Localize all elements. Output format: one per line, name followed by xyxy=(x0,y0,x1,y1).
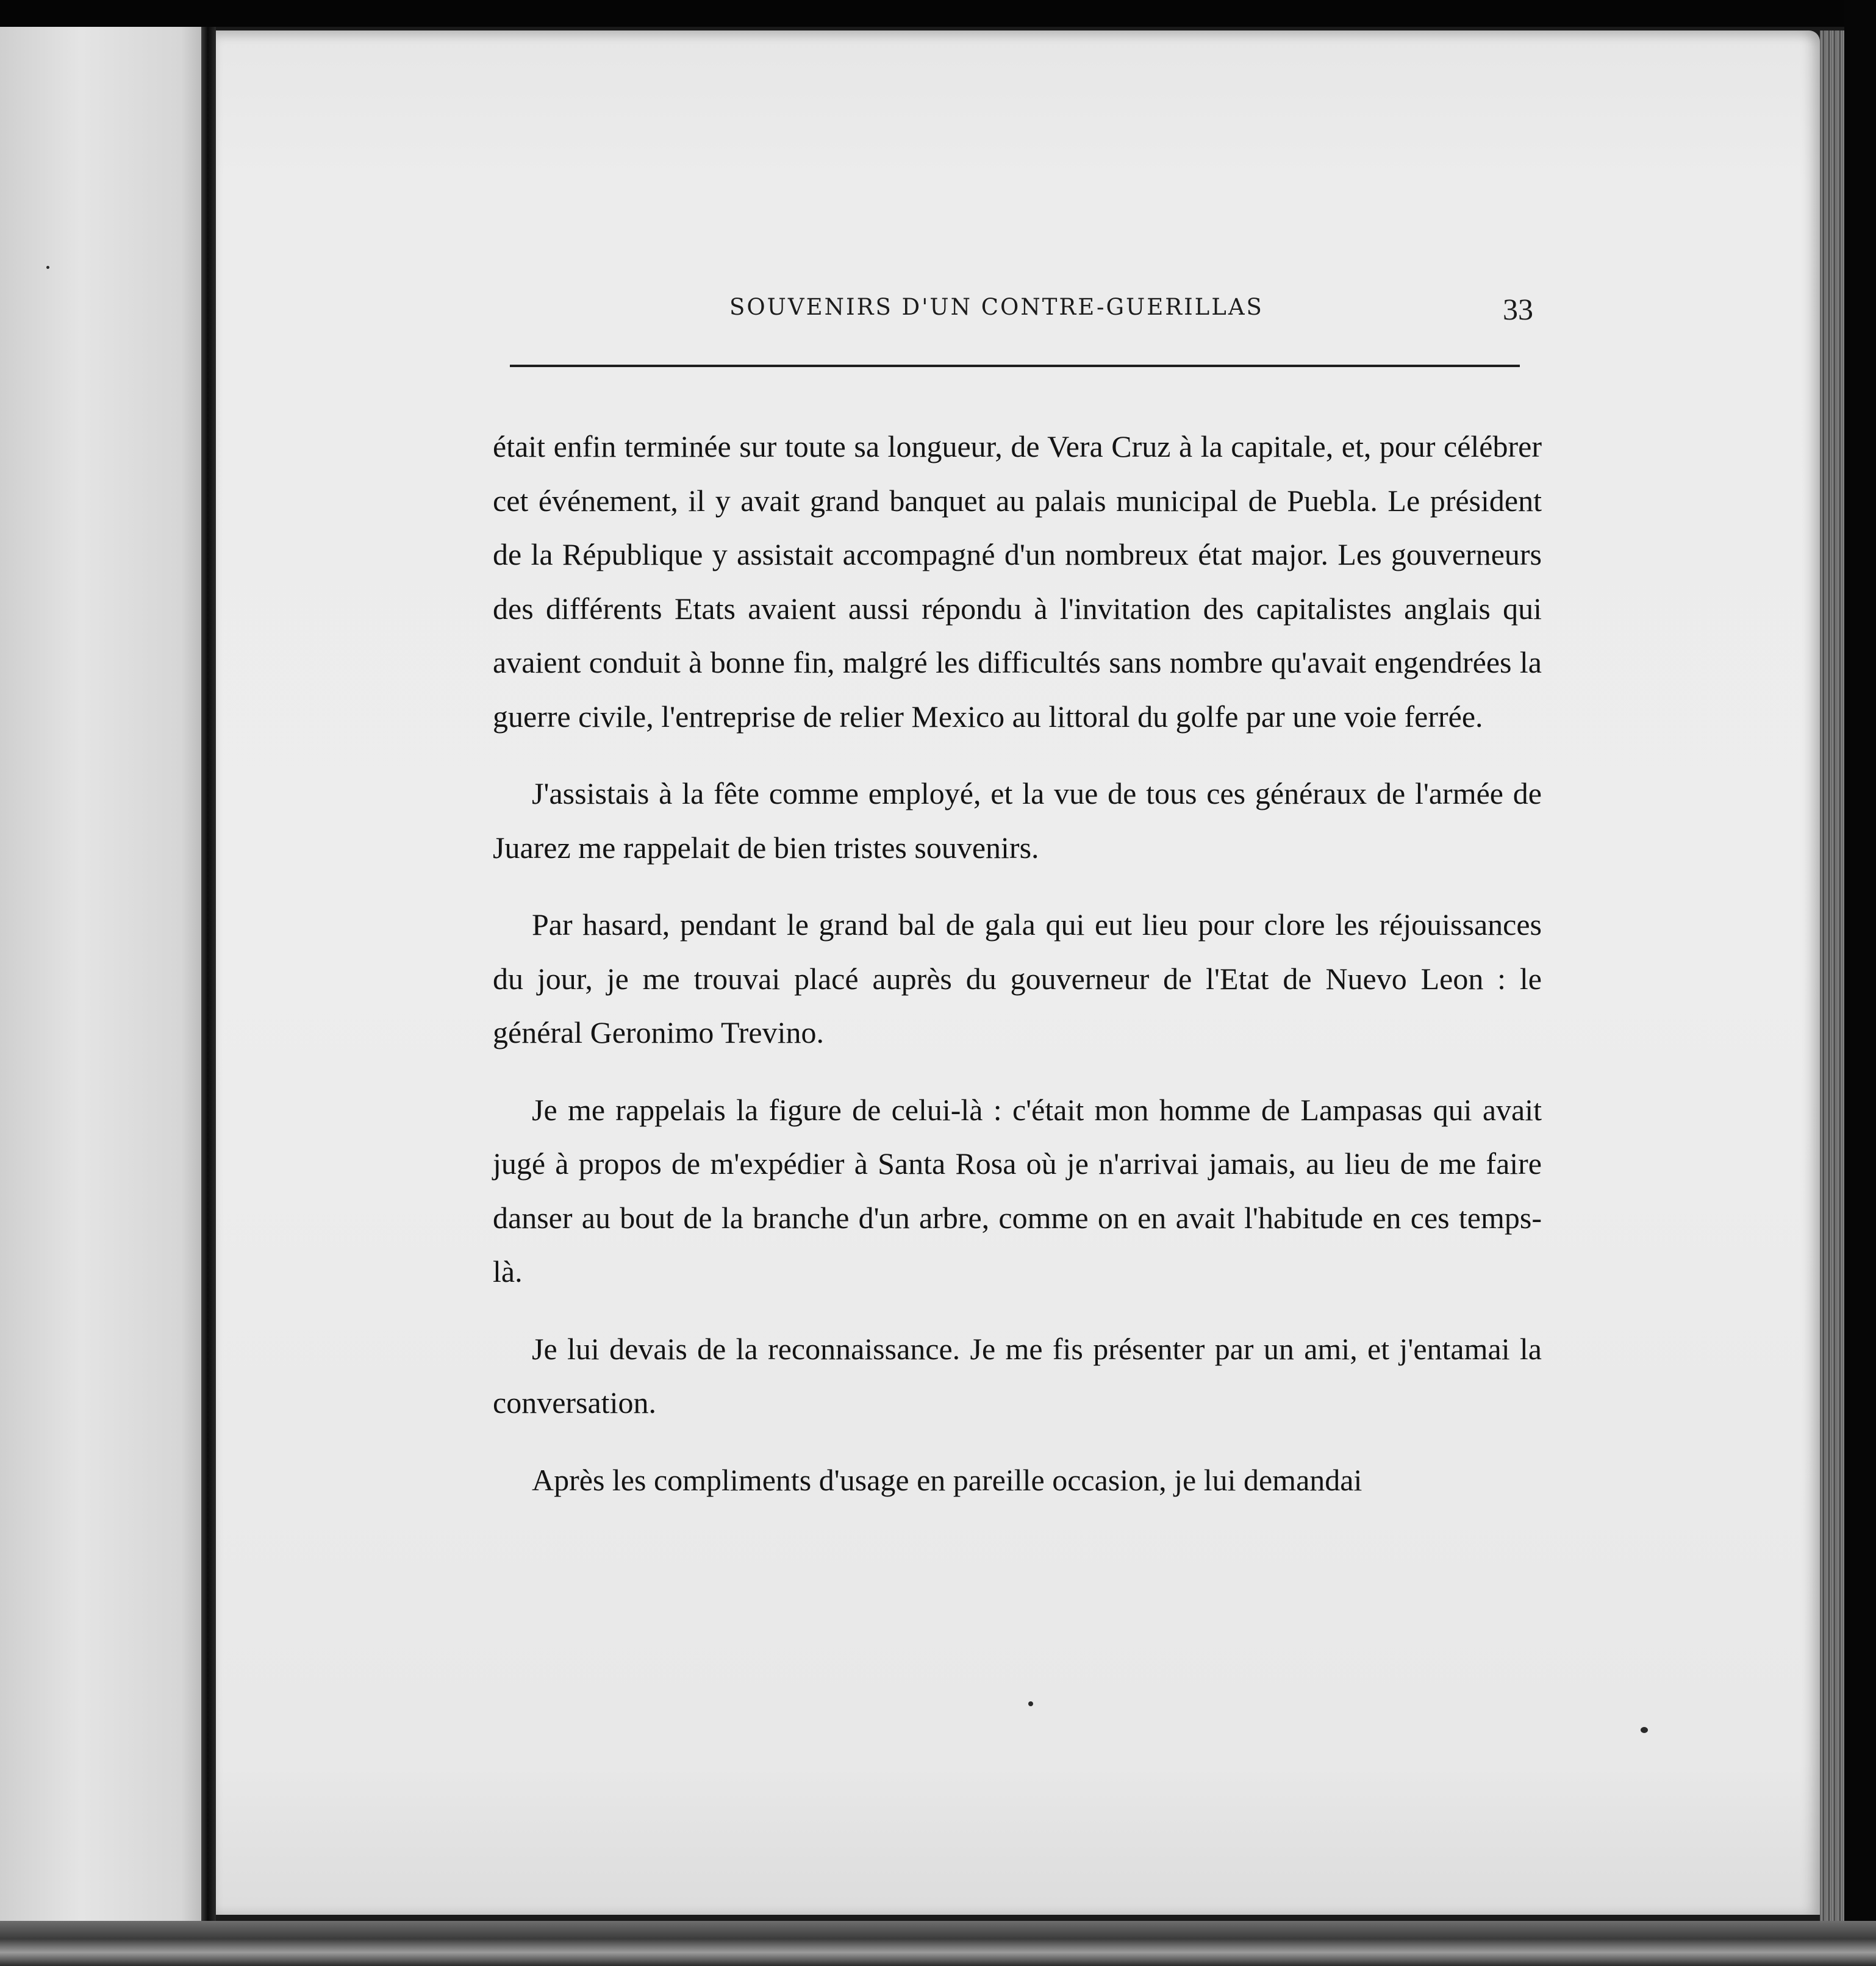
paper-speck xyxy=(1641,1727,1648,1733)
paragraph: Je me rappelais la figure de celui-là : c'était mon homme de Lampasas qui avait jugé à propos de m'expédier à Santa Rosa où je n'arrivai jamais, au lieu de me faire danser au bout de la branche d'un arbre, comme on en avait l'habitude en ces temps-là. xyxy=(493,1092,1542,1289)
paragraph: J'assistais à la fête comme employé, et la vue de tous ces généraux de l'armée de Juarez me rappelait de bien tristes souvenirs. xyxy=(493,776,1542,865)
page-stack-edge xyxy=(1820,30,1844,1939)
page-number: 33 xyxy=(1503,292,1533,326)
facing-blank-page xyxy=(0,27,201,1936)
paragraph: Par hasard, pendant le grand bal de gala qui eut lieu pour clore les réjouissances du jour, je me trouvai placé auprès du gouverneur de l'Etat de Nuevo Leon : le général Geronimo Trevino. xyxy=(493,907,1542,1049)
scanner-right-edge xyxy=(1844,0,1876,1966)
paragraph: Je lui devais de la reconnaissance. Je me fis présenter par un ami, et j'entamai la conversation. xyxy=(493,1331,1542,1420)
paper-speck xyxy=(1028,1701,1033,1706)
body-text xyxy=(493,420,1542,1530)
scanner-bottom-edge xyxy=(0,1921,1876,1966)
header-rule xyxy=(510,365,1520,367)
paragraph: Après les compliments d'usage en pareille occasion, je lui demandai xyxy=(532,1462,1362,1497)
paragraph: était enfin terminée sur toute sa longueur, de Vera Cruz à la capitale, et, pour célébrer cet événement, il y avait grand banquet au palais municipal de Puebla. Le président de la République y assistait accompagné d'un nombreux état major. Les gouverneurs des différents Etats avaient aussi répondu à l'invitation des capitalistes anglais qui avaient conduit à bonne fin, malgré les difficultés sans nombre qu'avait engendrées la guerre civile, l'entreprise de relier Mexico au littoral du golfe par une voie ferrée. xyxy=(493,429,1542,734)
running-head: SOUVENIRS D'UN CONTRE-GUERILLAS xyxy=(729,294,1264,320)
paper-speck xyxy=(46,266,49,269)
scanner-top-edge xyxy=(0,0,1876,27)
book-spine-gutter xyxy=(201,27,216,1948)
